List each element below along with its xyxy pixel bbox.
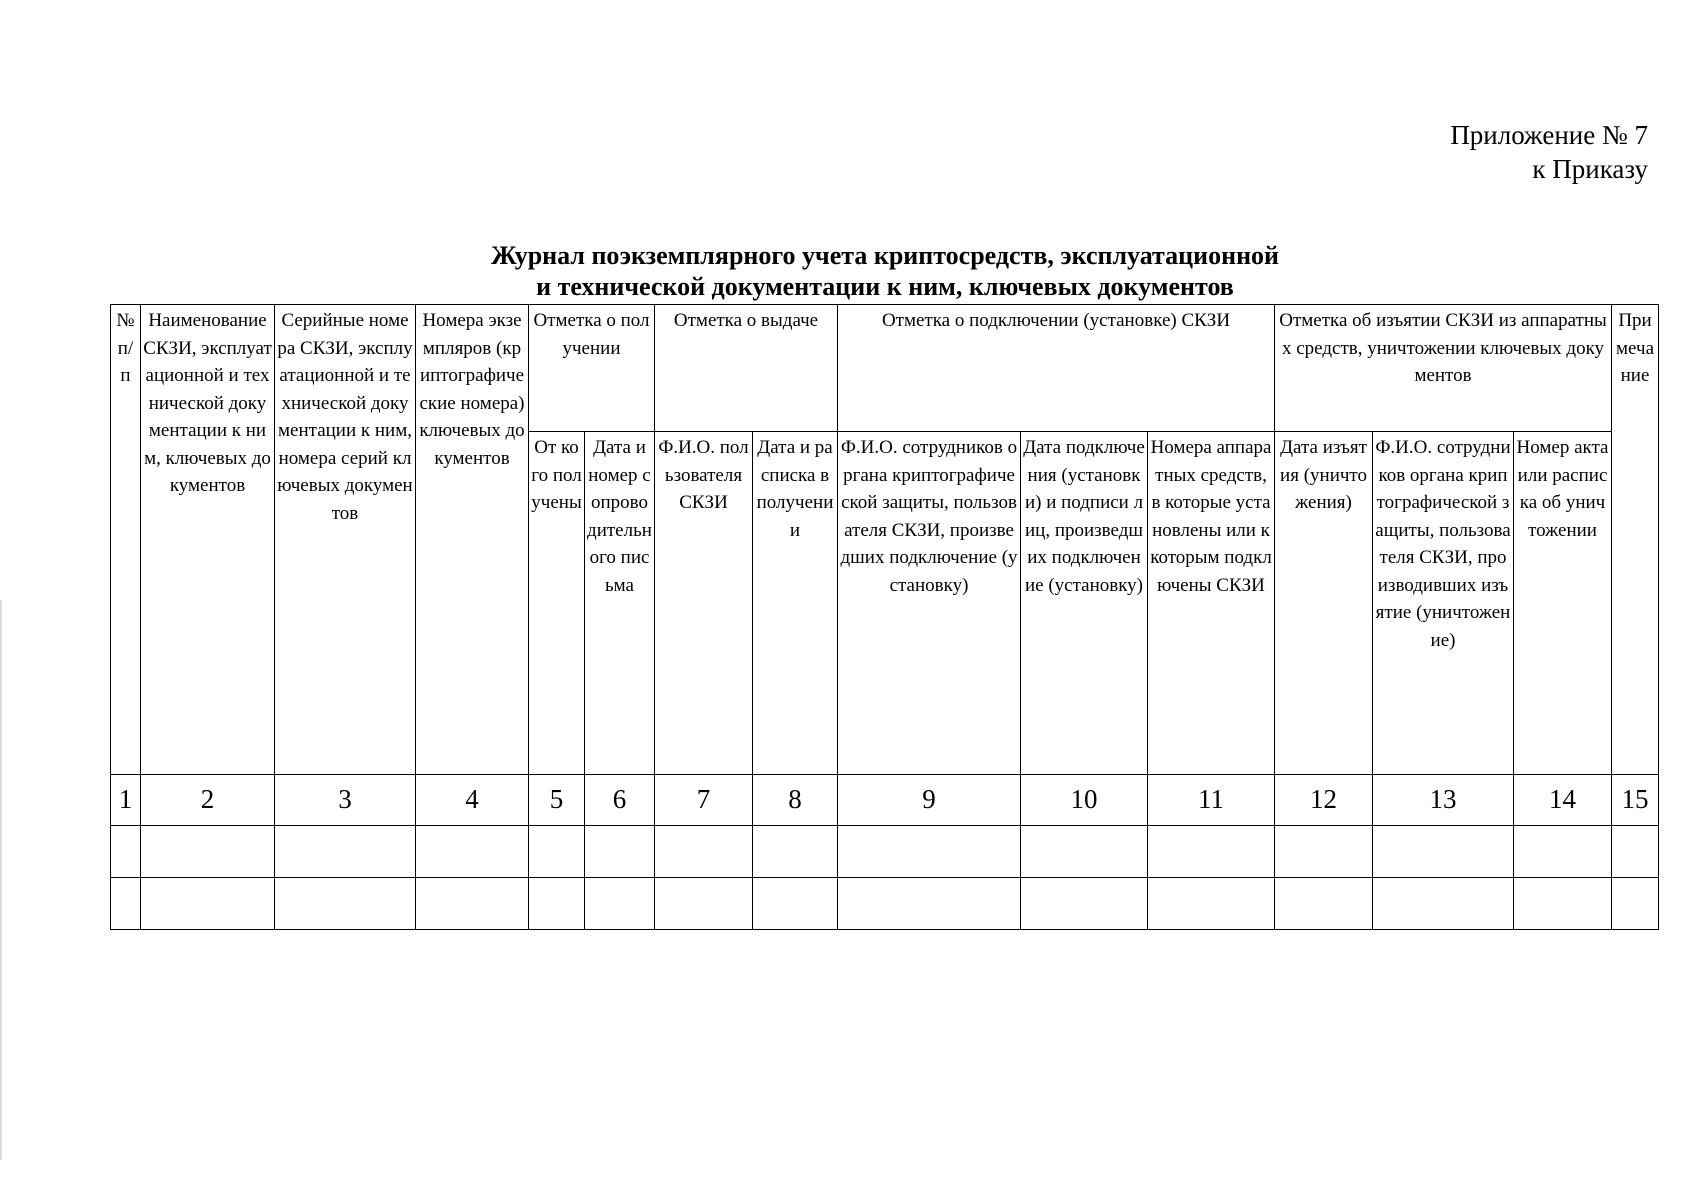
journal-table <box>110 304 1659 930</box>
empty-cell <box>1612 878 1659 930</box>
header-cell-copies: Номера экземпляров (криптографические номера) ключевых документов <box>416 305 529 775</box>
empty-cell <box>655 878 753 930</box>
header-cell-serial: Серийные номера СКЗИ, эксплуатационной и технической документации к ним, номера серий ключевых документов <box>275 305 416 775</box>
title-line-1: Журнал поэкземплярного учета криптосредств, эксплуатационной <box>490 241 1280 270</box>
header-cell-number: № п/п <box>111 305 141 775</box>
column-number: 14 <box>1514 775 1612 826</box>
column-number: 12 <box>1275 775 1373 826</box>
header-row-1 <box>111 305 1659 432</box>
empty-cell <box>1514 878 1612 930</box>
empty-cell <box>1275 826 1373 878</box>
column-number: 5 <box>529 775 585 826</box>
empty-cell <box>275 878 416 930</box>
column-number: 3 <box>275 775 416 826</box>
header-cell-note: Примечание <box>1612 305 1659 775</box>
empty-cell <box>1148 826 1275 878</box>
empty-cell <box>111 826 141 878</box>
column-number-row <box>111 775 1659 826</box>
header-group-receipt: Отметка о получении <box>529 305 655 432</box>
column-number: 15 <box>1612 775 1659 826</box>
header-group-issue: Отметка о выдаче <box>655 305 838 432</box>
empty-cell <box>275 826 416 878</box>
appendix-label <box>1450 118 1648 186</box>
header-cell-user-name: Ф.И.О. пользователя СКЗИ <box>655 432 753 775</box>
empty-cell <box>838 878 1021 930</box>
empty-cell <box>1021 826 1148 878</box>
empty-cell <box>1373 878 1514 930</box>
column-number: 8 <box>753 775 838 826</box>
column-number: 7 <box>655 775 753 826</box>
empty-cell <box>1612 826 1659 878</box>
scan-edge <box>0 600 2 1160</box>
empty-cell <box>838 826 1021 878</box>
header-cell-withdrawers: Ф.И.О. сотрудников органа криптографической защиты, пользователя СКЗИ, производивших изъятие (уничтожение) <box>1373 432 1514 775</box>
appendix-number: Приложение № 7 <box>1450 120 1648 150</box>
empty-cell <box>1514 826 1612 878</box>
empty-cell <box>1021 878 1148 930</box>
document-title <box>0 240 1706 302</box>
empty-cell <box>753 878 838 930</box>
header-cell-act-number: Номер акта или расписка об уничтожении <box>1514 432 1612 775</box>
header-cell-withdraw-date: Дата изъятия (уничтожения) <box>1275 432 1373 775</box>
column-number: 9 <box>838 775 1021 826</box>
column-number: 11 <box>1148 775 1275 826</box>
empty-cell <box>1373 826 1514 878</box>
empty-row <box>111 878 1659 930</box>
column-number: 6 <box>585 775 655 826</box>
header-cell-receipt-signature: Дата и расписка в получении <box>753 432 838 775</box>
empty-cell <box>141 878 275 930</box>
empty-cell <box>585 878 655 930</box>
empty-cell <box>753 826 838 878</box>
header-cell-install-date: Дата подключения (установки) и подписи лиц, произведших подключение (установку) <box>1021 432 1148 775</box>
column-number: 2 <box>141 775 275 826</box>
empty-cell <box>1275 878 1373 930</box>
header-group-install: Отметка о подключении (установке) СКЗИ <box>838 305 1275 432</box>
title-line-2: и технической документации к ним, ключевых документов <box>536 272 1234 301</box>
header-cell-installers: Ф.И.О. сотрудников органа криптографической защиты, пользователя СКЗИ, произведших подключение (установку) <box>838 432 1021 775</box>
header-cell-from-whom: От кого получены <box>529 432 585 775</box>
column-number: 1 <box>111 775 141 826</box>
empty-cell <box>416 878 529 930</box>
appendix-order: к Приказу <box>1532 154 1648 184</box>
column-number: 4 <box>416 775 529 826</box>
empty-cell <box>111 878 141 930</box>
column-number: 10 <box>1021 775 1148 826</box>
header-group-withdraw: Отметка об изъятии СКЗИ из аппаратных средств, уничтожении ключевых документов <box>1275 305 1612 432</box>
header-cell-hardware-numbers: Номера аппаратных средств, в которые установлены или к которым подключены СКЗИ <box>1148 432 1275 775</box>
empty-cell <box>141 826 275 878</box>
empty-cell <box>529 826 585 878</box>
header-cell-name: Наименование СКЗИ, эксплуатационной и технической документации к ним, ключевых документов <box>141 305 275 775</box>
empty-row <box>111 826 1659 878</box>
column-number: 13 <box>1373 775 1514 826</box>
empty-cell <box>529 878 585 930</box>
empty-cell <box>1148 878 1275 930</box>
empty-cell <box>655 826 753 878</box>
header-cell-letter: Дата и номер сопроводительного письма <box>585 432 655 775</box>
empty-cell <box>416 826 529 878</box>
empty-cell <box>585 826 655 878</box>
